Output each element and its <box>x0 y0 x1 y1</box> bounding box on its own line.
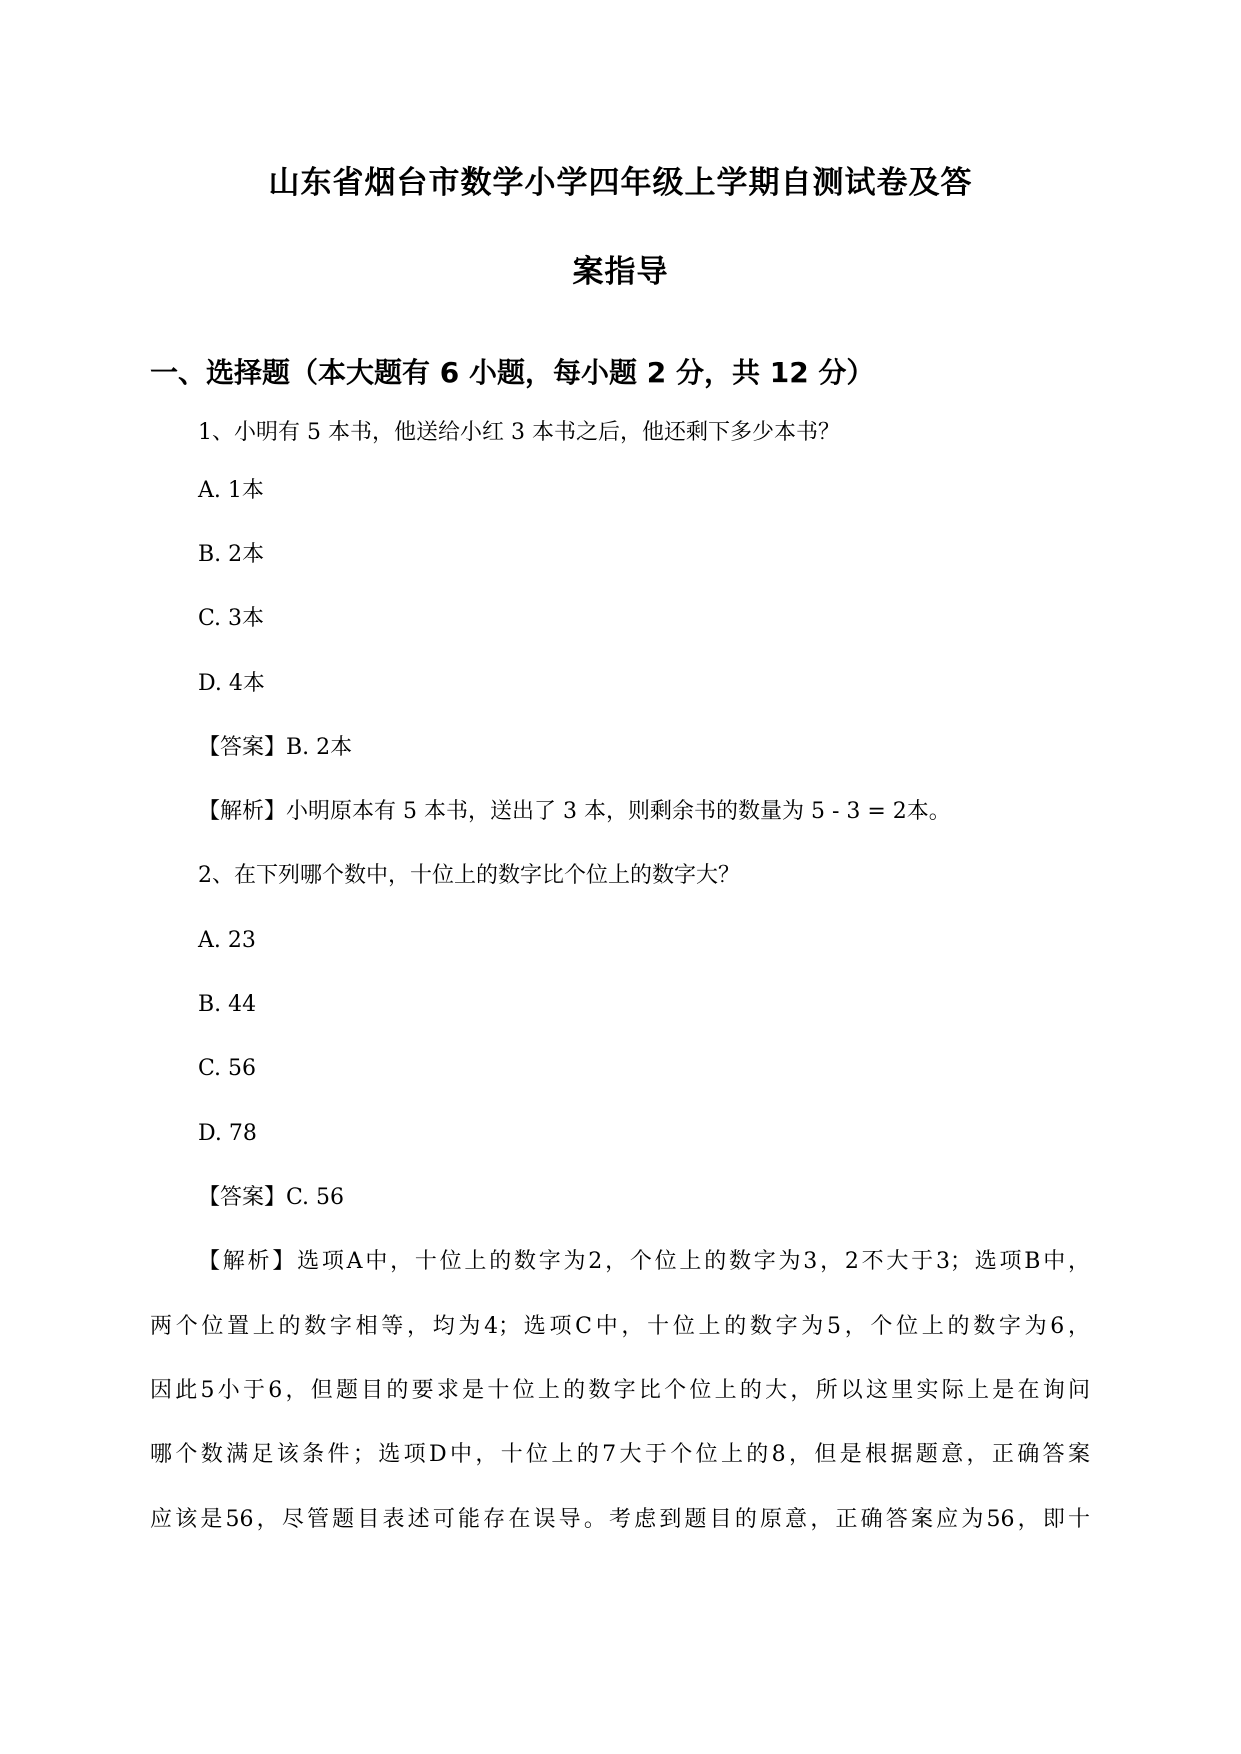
question-2-answer: 【答案】C. 56 <box>198 1185 345 1210</box>
question-2-option-a: A. 23 <box>198 928 256 953</box>
question-2-option-c: C. 56 <box>198 1056 257 1081</box>
question-2-analysis-line-4: 哪个数满足该条件；选项D中，十位上的7大于个位上的8，但是根据题意，正确答案 <box>150 1442 1090 1467</box>
question-1-option-d: D. 4本 <box>198 671 265 696</box>
question-1-option-b: B. 2本 <box>198 542 265 567</box>
section-heading-multiple-choice: 一、选择题（本大题有 6 小题，每小题 2 分，共 12 分） <box>150 356 875 389</box>
document-title-line-2: 案指导 <box>572 254 669 290</box>
question-1-answer: 【答案】B. 2本 <box>198 735 353 760</box>
question-1-option-c: C. 3本 <box>198 606 265 631</box>
question-2-analysis-line-5: 应该是56，尽管题目表述可能存在误导。考虑到题目的原意，正确答案应为56，即十 <box>150 1507 1090 1532</box>
document-title-line-1: 山东省烟台市数学小学四年级上学期自测试卷及答 <box>268 165 973 201</box>
question-1-analysis: 【解析】小明原本有 5 本书，送出了 3 本，则剩余书的数量为 5 - 3 = 2本。 <box>198 799 951 824</box>
question-2-analysis-line-2: 两个位置上的数字相等，均为4；选项C中，十位上的数字为5，个位上的数字为6， <box>150 1314 1090 1339</box>
question-1-stem: 1、小明有 5 本书，他送给小红 3 本书之后，他还剩下多少本书？ <box>198 420 840 445</box>
question-2-analysis-line-1: 【解析】选项A中，十位上的数字为2，个位上的数字为3，2不大于3；选项B中， <box>198 1249 1090 1274</box>
question-2-option-b: B. 44 <box>198 992 257 1017</box>
question-2-option-d: D. 78 <box>198 1121 257 1146</box>
question-2-analysis-line-3: 因此5小于6，但题目的要求是十位上的数字比个位上的大，所以这里实际上是在询问 <box>150 1378 1090 1403</box>
question-1-option-a: A. 1本 <box>198 478 264 503</box>
question-2-stem: 2、在下列哪个数中，十位上的数字比个位上的数字大？ <box>198 863 740 888</box>
